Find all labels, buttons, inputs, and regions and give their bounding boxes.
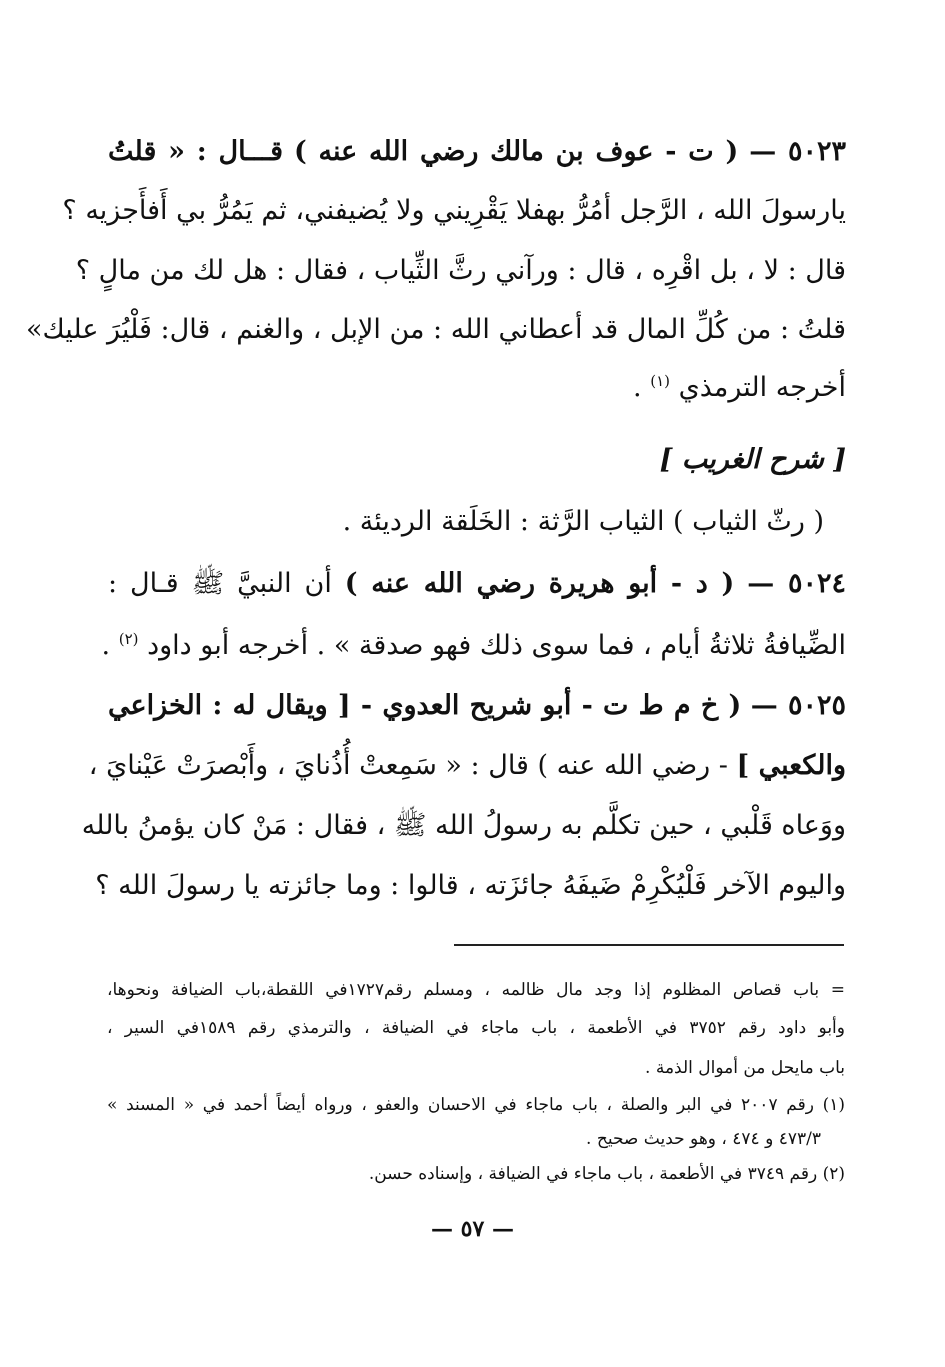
hadith-5023-line-5: [108, 368, 846, 408]
hadith-5024-line-1: [108, 564, 846, 604]
hadith-5024-end: .: [101, 630, 111, 661]
hadith-5025-line-4: واليوم الآخر فَلْيُكْرِمْ ضَيفَهُ جائزَته ، قالوا : وما جائزته يا رسولَ الله ؟: [95, 870, 846, 901]
hadith-5025-line-2-rest: - رضي الله عنه ) قال : « سَمِعتْ أُذُنايَ ، وأَبْصرَتْ عَيْنايَ ،: [88, 750, 728, 781]
footnote-continuation-line-1: = باب قصاص المظلوم إذا وجد مال ظالمه ، ومسلم رقم١٧٢٧في اللقطة،باب الضيافة ونحوها،: [107, 980, 846, 1000]
hadith-5023-end: .: [633, 372, 642, 403]
hadith-5023-line-2: يارسولَ الله ، الرَّجل أمُرُّ بهفلا يَقْرِيني ولا يُضيفني، ثم يَمُرُّ بي أَفأَجزيه ؟: [62, 195, 846, 226]
hadith-5025-line-1: [108, 686, 846, 726]
gloss-line: ( رثّ الثياب ) الثياب الرَّثة : الخَلَقة الرديئة .: [342, 506, 824, 537]
hadith-5024-number: ٥٠٢٤ —: [747, 568, 846, 599]
hadith-5024-text: الضِّيافةُ ثلاثةُ أيام ، فما سوى ذلك فهو صدقة » . أخرجه أبو داود: [147, 630, 846, 661]
hadith-5023-line-3: قال : لا ، بل اقْرِه ، قال : ورآني رثَّ الثِّياب ، فقال : هل لك من مالٍ ؟: [75, 255, 846, 286]
hadith-5023-source: أخرجه الترمذي: [678, 372, 846, 403]
hadith-5023-number: ٥٠٢٣ —: [749, 136, 846, 167]
footnote-ref-2: (٢): [118, 630, 139, 648]
hadith-5025-number: ٥٠٢٥ —: [750, 690, 847, 721]
footnote-divider: [454, 944, 844, 946]
hadith-5023-line-1: [108, 132, 846, 172]
page-number: — ٥٧ —: [431, 1216, 514, 1242]
footnote-2-line-1: (٢) رقم ٣٧٤٩ في الأطعمة ، باب ماجاء في الضيافة ، وإسناده حسن.: [368, 1164, 845, 1184]
hadith-5023-line-4: قلتُ : من كُلِّ المال قد أعطاني الله : من الإبل ، والغنم ، قال: فَلْيُرَ عليك»: [25, 314, 846, 345]
footnote-continuation-line-2: وأبو داود رقم ٣٧٥٢ في الأطعمة ، باب ماجاء في الضيافة ، والترمذي رقم ١٥٨٩في السير ،: [107, 1018, 845, 1038]
hadith-5025-line-3: ووَعاه قَلْبي ، حين تكلَّم به رسولُ الله ﷺ ، فقال : مَنْ كان يؤمنُ بالله: [81, 810, 846, 841]
hadith-5024-line-1-rest: أن النبيَّ ﷺ قـال :: [108, 568, 332, 599]
footnote-1-line-2: ٤٧٣/٣ و ٤٧٤ ، وهو حديث صحيح .: [586, 1129, 821, 1149]
hadith-5024-narrator: ( د - أبو هريرة رضي الله عنه ): [344, 568, 735, 599]
footnote-continuation-line-3: باب مايحل من أموال الذمة .: [645, 1058, 845, 1078]
hadith-5025-line-2: [88, 746, 846, 786]
hadith-5024-line-2: [101, 626, 846, 666]
hadith-5023-narrator: ( ت - عوف بن مالك رضي الله عنه ): [293, 136, 739, 167]
gloss-heading: [ شرح الغريب ]: [659, 444, 846, 475]
hadith-5025-narrator: ( خ م ط ت - أبو شريح العدوي - [ ويقال له : الخزاعي: [108, 690, 742, 721]
hadith-5025-narrator-cont: والكعبي ]: [736, 750, 846, 781]
hadith-5023-line-1-rest: قـــال : « قلتُ: [108, 136, 283, 167]
footnote-1-line-1: (١) رقم ٢٠٠٧ في البر والصلة ، باب ماجاء في الاحسان والعفو ، ورواه أيضاً أحمد في « المسند »: [107, 1095, 845, 1115]
footnote-ref-1: (١): [650, 372, 671, 390]
